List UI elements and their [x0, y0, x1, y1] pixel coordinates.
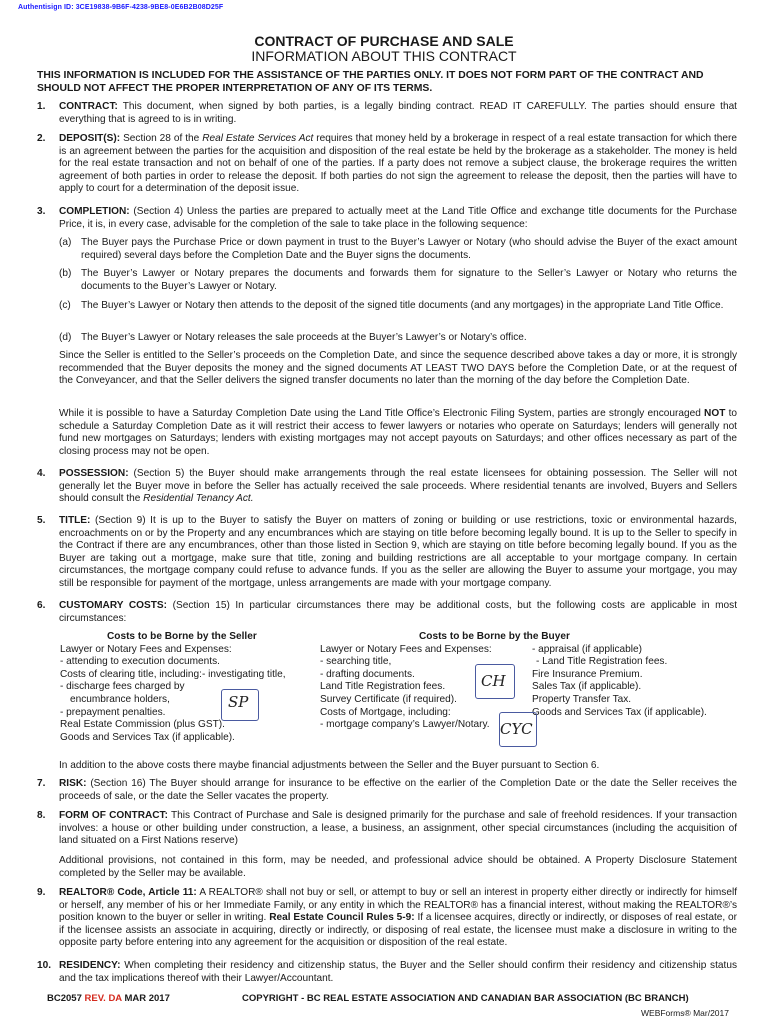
- section-heading: RISK:: [59, 778, 87, 789]
- section-completion: [37, 206, 737, 231]
- buyer-costs-right: [532, 644, 707, 720]
- seller-cost-item: - prepayment penalties.: [60, 706, 166, 718]
- seller-cost-item: Costs of clearing title, including:- investigating title,: [60, 668, 286, 680]
- buyer-cost-item: - appraisal (if applicable): [532, 643, 642, 655]
- paragraph-text: Additional provisions, not contained in this form, may be needed, and professional advice should be obtained. A Property Disclosure Statement completed by the Seller may be available.: [59, 855, 737, 879]
- section-contract: [37, 101, 737, 126]
- completion-step-d: [37, 332, 737, 345]
- paragraph-text: In addition to the above costs there maybe financial adjustments between the Seller and the Buyer pursuant to Section 6.: [59, 760, 600, 771]
- section-form-of-contract: [37, 810, 737, 848]
- buyer-initials-1: CH: [481, 672, 506, 690]
- section-heading: COMPLETION:: [59, 206, 130, 217]
- buyer-cost-item: Land Title Registration fees.: [320, 681, 446, 693]
- section-text: (Section 4) Unless the parties are prepared to actually meet at the Land Title Office and exchange title documents for the Purchase Price, it is, in every case, advisable for the completion of the sale to take place in the following sequence:: [59, 206, 737, 230]
- copyright-notice: COPYRIGHT - BC REAL ESTATE ASSOCIATION AND CANADIAN BAR ASSOCIATION (BC BRANCH): [242, 993, 689, 1004]
- seller-costs-heading: Costs to be Borne by the Seller: [107, 631, 257, 642]
- buyer-cost-item: Survey Certificate (if required).: [320, 693, 457, 705]
- completion-paragraph-1: [37, 350, 737, 388]
- seller-cost-item: Lawyer or Notary Fees and Expenses:: [60, 643, 232, 655]
- buyer-costs-heading: Costs to be Borne by the Buyer: [419, 631, 570, 642]
- step-letter: (d): [59, 332, 72, 343]
- section-text: This Contract of Purchase and Sale is designed primarily for the purchase and sale of freehold residences. If your transaction involves: a house or other building under construction, a lease, a business, an assignment, other special circumstances (including the acquisition of land situated on a First Nations reserve): [59, 810, 737, 847]
- intro-notice: THIS INFORMATION IS INCLUDED FOR THE ASSISTANCE OF THE PARTIES ONLY. IT DOES NOT FORM PART OF THE CONTRACT AND SHOULD NOT AFFECT THE PROPER INTERPRETATION OF ANY OF ITS TERMS.: [37, 70, 704, 94]
- buyer-cost-item: - searching title,: [320, 656, 392, 668]
- completion-paragraph-2: [37, 408, 737, 458]
- section-text: Section 28 of the: [120, 133, 203, 144]
- authentisign-id: Authentisign ID: 3CE19838-9B6F-4238-9BE8-0E6B2B08D25F: [18, 4, 224, 11]
- section-heading: DEPOSIT(S):: [59, 133, 121, 144]
- seller-cost-item: - discharge fees charged by: [60, 681, 185, 693]
- seller-cost-item: encumbrance holders,: [70, 693, 170, 705]
- buyer-cost-item: Costs of Mortgage, including:: [320, 706, 451, 718]
- document-subtitle: INFORMATION ABOUT THIS CONTRACT: [251, 48, 517, 64]
- paragraph-text: While it is possible to have a Saturday Completion Date using the Land Title Office’s Electronic Filing System, parties are strongly encouraged: [59, 408, 705, 419]
- buyer-initials-2: CYC: [500, 720, 533, 738]
- completion-step-a: [37, 237, 737, 262]
- section-heading: CUSTOMARY COSTS:: [59, 600, 168, 611]
- section-risk: [37, 778, 737, 803]
- section-text: (Section 16) The Buyer should arrange for insurance to be effective on the earlier of the Completion Date or the date the Seller receives the proceeds of sale, or the date the Seller vacates the property.: [59, 778, 737, 802]
- section-number: 5.: [37, 515, 46, 526]
- paragraph-text: Since the Seller is entitled to the Seller’s proceeds on the Completion Date, and since the sequence described above takes a day or more, it is strongly recommended that the Buyer deposits the money and the signed documents AT LEAST TWO DAYS before the Completion Date, or at the request of the Conveyancer, and that the Seller delivers the signed transfer documents no later than the morning of the day before the Completion Date.: [59, 350, 737, 387]
- buyer-cost-item: Sales Tax (if applicable).: [532, 681, 642, 693]
- section-heading: RESIDENCY:: [59, 960, 121, 971]
- buyer-cost-item: Lawyer or Notary Fees and Expenses:: [320, 643, 492, 655]
- seller-cost-item: Real Estate Commission (plus GST).: [60, 719, 225, 731]
- section-heading: POSSESSION:: [59, 468, 129, 479]
- section-heading: REALTOR® Code, Article 11:: [59, 887, 197, 898]
- section-heading: CONTRACT:: [59, 101, 118, 112]
- section-number: 7.: [37, 778, 46, 789]
- completion-step-b: [37, 268, 737, 293]
- buyer-cost-item: - drafting documents.: [320, 668, 415, 680]
- section-text: (Section 5) the Buyer should make arrangements through the real estate licensees for obtaining possession. The Seller will not generally let the Buyer move in before the Seller has actually received the sale proceeds. Where residential tenants are involved, Buyers and Sellers should consult the: [59, 468, 737, 505]
- section-number: 10.: [37, 960, 52, 971]
- section-realtor-code: [37, 887, 737, 950]
- step-text: The Buyer’s Lawyer or Notary releases the sale proceeds at the Buyer’s Lawyer’s or Notary’s office.: [81, 332, 527, 343]
- section-text: (Section 9) It is up to the Buyer to satisfy the Buyer on matters of zoning or building or use restrictions, toxic or environmental hazards, encroachments on or by the Property and any encumbrances which are staying on title before becoming legally bound. It is up to the Seller to specify in the Contract if there are any encumbrances, other than those listed in Section 9, which are staying on title before becoming legally bound. If you as the Buyer are taking out a mortgage, make sure that title, zoning and building restrictions are all acceptable to your mortgage company. In certain circumstances, the mortgage company could refuse to advance funds. If you as the seller are allowing the Buyer to assume your mortgage, you may still be responsible for payment of the mortgage, unless arrangements are made with your mortgage company.: [59, 515, 737, 589]
- step-letter: (a): [59, 237, 72, 248]
- buyer-cost-item: Property Transfer Tax.: [532, 693, 632, 705]
- step-text: The Buyer’s Lawyer or Notary prepares the documents and forwards them for signature to the Seller’s Lawyer or Notary who returns the documents to the Buyer’s Lawyer or Notary.: [81, 268, 737, 292]
- webforms-label: WEBForms® Mar/2017: [641, 1008, 729, 1018]
- section-number: 4.: [37, 468, 46, 479]
- section-customary-costs: [37, 600, 737, 625]
- costs-adjustment-note: [37, 760, 737, 773]
- seller-costs: [60, 631, 320, 744]
- buyer-cost-item: Goods and Services Tax (if applicable).: [532, 706, 707, 718]
- form-date: MAR 2017: [124, 993, 170, 1004]
- section-title: [37, 515, 737, 591]
- section-number: 6.: [37, 600, 46, 611]
- section-heading: FORM OF CONTRACT:: [59, 810, 168, 821]
- section-text: If a licensee acquires, directly or indirectly, or disposes of real estate, or if the licensee assists an associate in acquiring, directly or indirectly, or disposing of real estate, the licensee must make a disclosure in writing to the opposite party before entering into any agreement for the acquisition or disposition of the real estate.: [59, 912, 737, 949]
- step-text: The Buyer pays the Purchase Price or down payment in trust to the Buyer’s Lawyer or Notary (who should advise the Buyer of the exact amount required) several days before the Completion Date and the Buyer signs the documents.: [81, 237, 737, 261]
- seller-cost-item: Goods and Services Tax (if applicable).: [60, 731, 235, 743]
- step-letter: (c): [59, 300, 71, 311]
- form-code: [47, 993, 170, 1004]
- section-text: A REALTOR® shall not buy or sell, or attempt to buy or sell an interest in property either directly or indirectly for himself or herself, any member of his or her Immediate Family, or any entity in which the REALTOR® has a financial interest, without making the REALTOR®’s position known to the buyer or seller in writing.: [59, 887, 737, 924]
- document-title: CONTRACT OF PURCHASE AND SALE: [254, 33, 514, 49]
- section-text: When completing their residency and citizenship status, the Buyer and the Seller should confirm their residency and citizenship status and the tax implications thereof with their Lawyer/Accountant.: [59, 960, 737, 984]
- section-deposits: [37, 133, 737, 196]
- form-of-contract-paragraph: [37, 855, 737, 880]
- section-number: 9.: [37, 887, 46, 898]
- step-text: The Buyer’s Lawyer or Notary then attends to the deposit of the signed title documents (and any mortgages) in the appropriate Land Title Office.: [81, 300, 724, 311]
- act-name: Residential Tenancy Act.: [143, 493, 254, 505]
- buyer-cost-item: - Land Title Registration fees.: [536, 656, 668, 668]
- seller-cost-item: - attending to execution documents.: [60, 656, 220, 668]
- section-text: This document, when signed by both parties, is a legally binding contract. READ IT CAREFULLY. The parties should ensure that everything that is agreed to is in writing.: [59, 101, 737, 125]
- section-subheading: Real Estate Council Rules 5-9:: [269, 912, 415, 924]
- section-text: requires that money held by a brokerage in respect of a real estate transaction for which there is an agreement between the parties for the acquisition and disposition of the real estate be held by the brokerage as a stakeholder. The money is held for the real estate transaction and not on behalf of one of the parties. If a party does not remove a subject clause, the brokerage requires the written agreement of both parties in order to release the deposit. If both parties do not sign the agreement to release the deposit, then the parties will have to apply to court for a determination of the deposit issue.: [59, 133, 738, 195]
- buyer-cost-item: - mortgage company’s Lawyer/Notary.: [320, 719, 490, 731]
- act-name: Real Estate Services Act: [202, 133, 314, 144]
- buyer-costs-left: [320, 644, 492, 732]
- section-text: (Section 15) In particular circumstances there may be additional costs, but the following costs are applicable in most circumstances:: [59, 600, 738, 624]
- section-number: 8.: [37, 810, 46, 821]
- revision-label: REV. DA: [84, 993, 122, 1004]
- emphasis-not: NOT: [704, 408, 726, 419]
- completion-step-c: [37, 300, 737, 313]
- seller-initials: SP: [228, 693, 249, 711]
- section-number: 2.: [37, 133, 46, 144]
- buyer-cost-item: Fire Insurance Premium.: [532, 668, 643, 680]
- section-number: 3.: [37, 206, 46, 217]
- step-letter: (b): [59, 268, 72, 279]
- section-heading: TITLE:: [59, 515, 91, 526]
- form-number: BC2057: [47, 993, 82, 1004]
- section-possession: [37, 468, 737, 506]
- section-residency: [37, 960, 737, 985]
- paragraph-text: to schedule a Saturday Completion Date as it will restrict their access to fewer lawyers or notaries who operate on Saturdays; lenders will generally not fund new mortgages on Saturdays; lenders with existing mortgages may not accept payouts on Saturdays; and other offices necessary as part of the closing process may not be open.: [59, 408, 737, 457]
- section-number: 1.: [37, 101, 46, 112]
